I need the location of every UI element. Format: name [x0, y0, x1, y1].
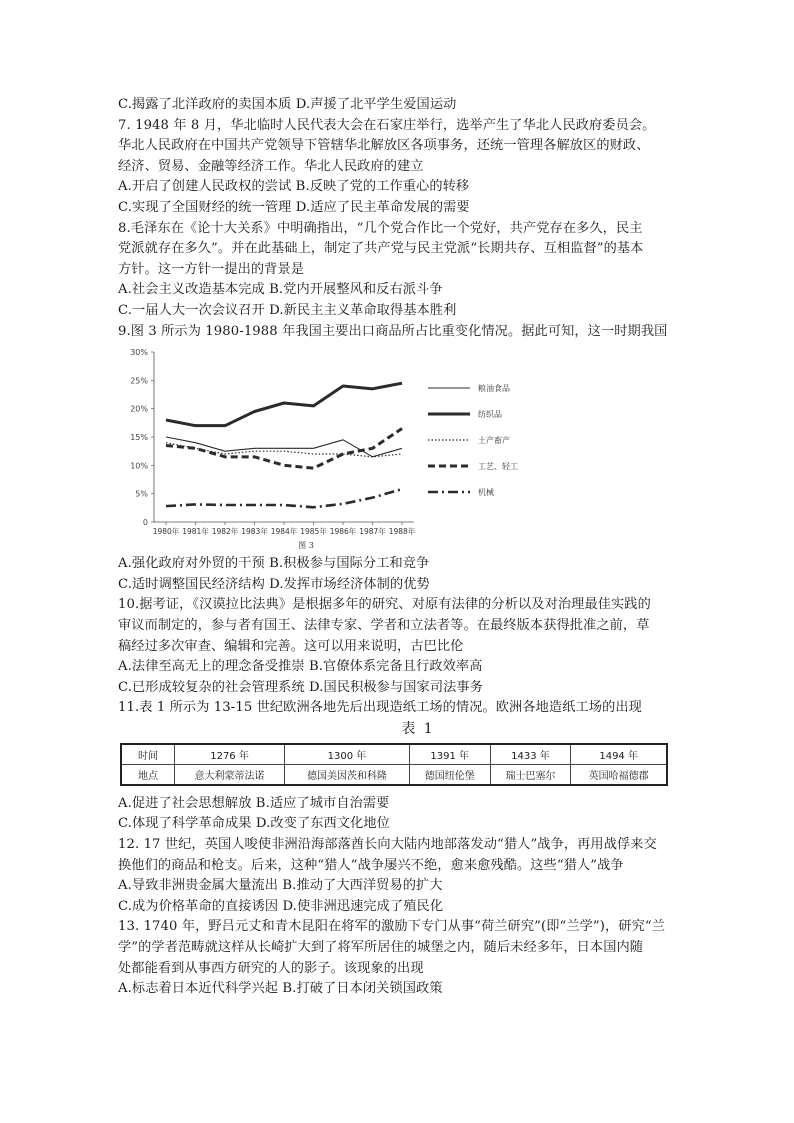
question-9-options-ab: A.强化政府对外贸的干预 B.积极参与国际分工和竞争	[118, 556, 430, 572]
table-cell: 1433 年	[490, 744, 571, 765]
y-tick-label: 5%	[135, 489, 148, 499]
question-7-options-ab: A.开启了创建人民政权的尝试 B.反映了党的工作重心的转移	[118, 179, 470, 195]
export-share-chart	[118, 344, 678, 554]
table-cell: 英国哈福德郡	[571, 764, 667, 785]
x-tick-label: 1987年	[359, 527, 386, 537]
y-tick-label: 15%	[130, 433, 148, 443]
question-11-stem: 11.表 1 所示为 13-15 世纪欧洲各地先后出现造纸工场的情况。欧洲各地造纸工场的出现	[118, 700, 642, 716]
table-row-place	[121, 764, 667, 785]
x-tick-label: 1981年	[182, 527, 209, 537]
x-tick-label: 1988年	[388, 527, 416, 537]
question-13-options-ab: A.标志着日本近代科学兴起 B.打破了日本闭关锁国政策	[118, 981, 443, 997]
text-line: 华北人民政府在中国共产党领导下管辖华北解放区各项事务，还统一管理各解放区的财政、	[118, 138, 650, 154]
text-line: 学”的学者范畴就这样从长崎扩大到了将军所居住的城堡之内，随后未经多年，日本国内随	[118, 940, 644, 956]
y-tick-label: 0	[142, 518, 148, 528]
question-11-options-cd: C.体现了科学革命成果 D.改变了东西文化地位	[118, 816, 390, 832]
x-tick-label: 1985年	[300, 527, 327, 537]
legend-label: 粮油食品	[478, 384, 510, 394]
text-line: 稿经过多次审查、编辑和完善。这可以用来说明，古巴比伦	[118, 638, 464, 654]
series-line	[166, 437, 402, 457]
question-10-stem: 10.据考证，《汉谟拉比法典》是根据多年的研究、对原有法律的分析以及对治理最佳实践的	[118, 597, 651, 613]
question-12-options-ab: A.导致非洲贵金属大量流出 B.推动了大西洋贸易的扩大	[118, 878, 443, 894]
question-8-options-cd: C.一届人大一次会议召开 D.新民主主义革命取得基本胜利	[118, 302, 457, 318]
question-12-options-cd: C.成为价格革命的直接诱因 D.使非洲迅速完成了殖民化	[118, 898, 444, 914]
legend-label: 机械	[478, 488, 494, 498]
exam-page	[118, 95, 678, 1000]
question-10-options-cd: C.已形成较复杂的社会管理系统 D.国民积极参与国家司法事务	[118, 679, 483, 695]
text-line: 方针。这一方针一提出的背景是	[118, 261, 305, 277]
x-tick-label: 1982年	[211, 527, 239, 537]
table-cell: 1494 年	[571, 744, 667, 765]
text-block-bottom	[118, 794, 678, 1000]
text-line: 审议而制定的，参与者有国王、法律专家、学者和立法者等。在最终版本获得批准之前，草	[118, 617, 650, 633]
table-row-time	[121, 744, 667, 765]
table-title: 表 1	[401, 720, 435, 737]
x-tick-label: 1986年	[329, 527, 357, 537]
question-13-stem: 13. 1740 年，野吕元丈和青木昆阳在将军的激励下专门从事“荷兰研究”(即“兰学”)，研究“兰	[118, 919, 666, 935]
text-line: 经济、贸易、金融等经济工作。华北人民政府的建立	[118, 158, 424, 174]
text-line: C.揭露了北洋政府的卖国本质 D.声援了北平学生爱国运动	[118, 97, 457, 112]
series-line	[166, 489, 402, 507]
table-cell: 地点	[121, 764, 175, 785]
chart-caption: 图 3	[298, 541, 314, 551]
table-cell: 德国纽伦堡	[409, 764, 490, 785]
series-line	[166, 383, 402, 426]
table-cell: 瑞士巴塞尔	[490, 764, 571, 785]
legend-label: 土产畜产	[478, 436, 510, 446]
x-tick-label: 1983年	[241, 527, 268, 537]
table-cell: 意大利蒙蒂法诺	[175, 764, 285, 785]
x-tick-label: 1984年	[270, 527, 298, 537]
table-cell: 1276 年	[175, 744, 285, 765]
text-line: 党派就存在多久”。并在此基础上，制定了共产党与民主党派“长期共存、互相监督”的基本	[118, 241, 644, 257]
text-line: 处都能看到从事西方研究的人的影子。该现象的出现	[118, 960, 424, 976]
line-chart-svg	[118, 344, 678, 554]
table-cell: 德国美因茨和科隆	[285, 764, 410, 785]
y-tick-label: 10%	[130, 461, 148, 471]
table-cell: 1391 年	[409, 744, 490, 765]
y-tick-label: 20%	[130, 404, 148, 414]
question-8-stem: 8.毛泽东在《论十大关系》中明确指出，“几个党合作比一个党好，共产党存在多久，民主	[118, 220, 643, 236]
question-7-stem: 7. 1948 年 8 月，华北临时人民代表大会在石家庄举行，选举产生了华北人民政府委员会。	[118, 117, 656, 133]
paper-mill-table	[120, 743, 668, 786]
legend-label: 纺织品	[478, 410, 502, 420]
question-9-stem: 9.图 3 所示为 1980-1988 年我国主要出口商品所占比重变化情况。据此可知，这一时期我国	[118, 323, 668, 339]
text-block-top	[118, 95, 678, 342]
question-10-options-ab: A.法律至高无上的理念备受推崇 B.官僚体系完备且行政效率高	[118, 659, 483, 675]
question-8-options-ab: A.社会主义改造基本完成 B.党内开展整风和反右派斗争	[118, 282, 443, 298]
question-12-stem: 12. 17 世纪，英国人唆使非洲沿海部落酋长向大陆内地部落发动“猎人”战争，再用战俘来交	[118, 837, 657, 853]
question-9-options-cd: C.适时调整国民经济结构 D.发挥市场经济体制的优势	[118, 576, 430, 592]
text-line: 换他们的商品和枪支。后来，这种“猎人”战争屡兴不绝，愈来愈残酷。这些“猎人”战争	[118, 857, 624, 873]
x-tick-label: 1980年	[152, 527, 180, 537]
y-tick-label: 30%	[130, 348, 148, 358]
question-11-options-ab: A.促进了社会思想解放 B.适应了城市自治需要	[118, 795, 390, 811]
table-cell: 时间	[121, 744, 175, 765]
y-tick-label: 25%	[130, 376, 148, 386]
table-cell: 1300 年	[285, 744, 410, 765]
legend-label: 工艺、轻工	[478, 462, 518, 472]
text-block-mid	[118, 554, 678, 719]
question-7-options-cd: C.实现了全国财经的统一管理 D.适应了民主革命发展的需要	[118, 199, 470, 215]
